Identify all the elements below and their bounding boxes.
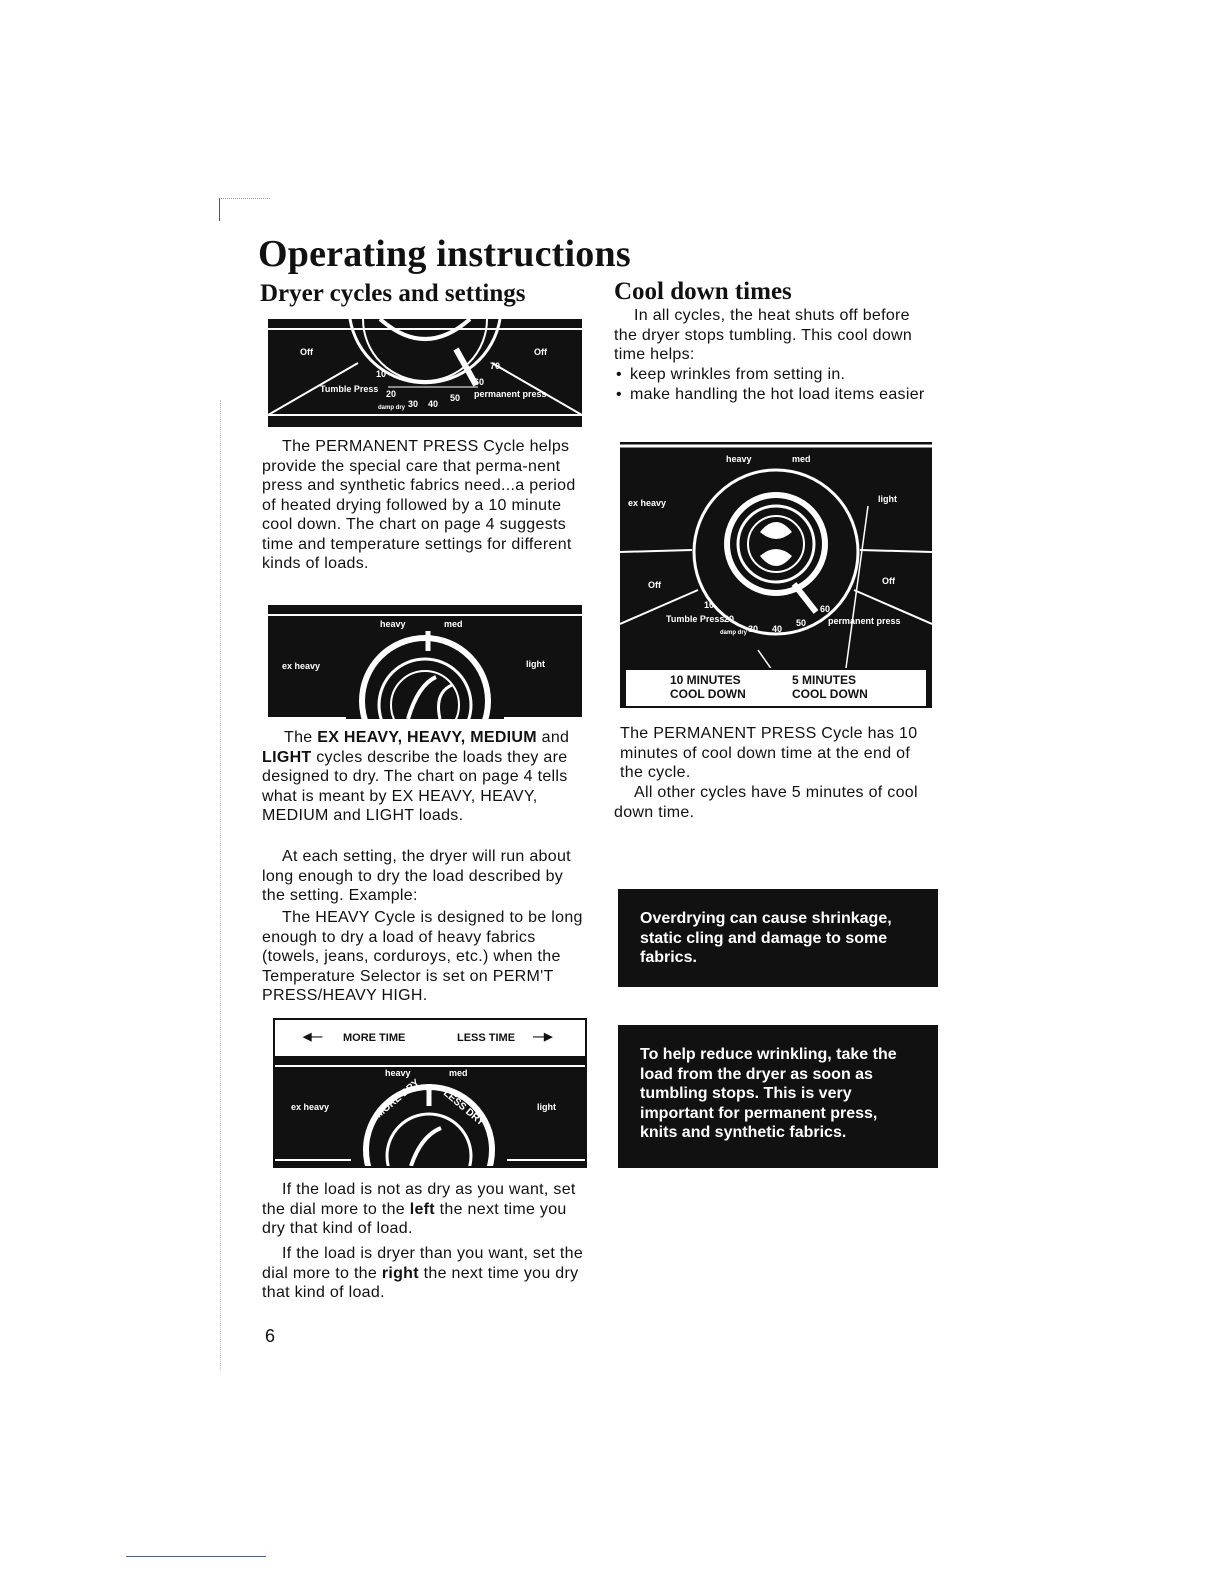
- dial1-permanent-press: permanent press: [474, 389, 547, 399]
- paragraph-cycles: [262, 728, 588, 826]
- dial1-off-left: Off: [300, 347, 313, 357]
- para6-bold: right: [381, 1264, 419, 1282]
- less-time-label: LESS TIME: [457, 1032, 516, 1044]
- dial4-20: 20: [724, 614, 735, 624]
- paragraph-other-cycles: All other cycles have 5 minutes of cool down time.: [614, 784, 918, 821]
- control-panel-illustration-2: [268, 605, 582, 719]
- paragraph-each-setting: At each setting, the dryer will run about long enough to dry the load described by the setting. Example:: [262, 848, 571, 904]
- para2-bold-2: LIGHT: [262, 748, 312, 766]
- dial1-20: 20: [386, 389, 397, 399]
- para5-post: the next time you dry that kind of load.: [262, 1200, 567, 1237]
- dial4-60: 60: [820, 604, 831, 614]
- tip-reduce-wrinkling: To help reduce wrinkling, take the load from the dryer as soon as tumbling stops. This is very important for permanent press, knits and synthetic fabrics.: [618, 1025, 938, 1168]
- paragraph-permanent-press-cool-down: The PERMANENT PRESS Cycle has 10 minutes of cool down time at the end of the cycle.: [620, 725, 918, 781]
- caption-cool-down-2: COOL DOWN: [792, 687, 868, 701]
- caption-5-minutes: 5 MINUTES: [792, 673, 857, 687]
- dial1-40: 40: [428, 399, 439, 409]
- dial1-30: 30: [408, 399, 419, 409]
- dial3-more-dry: MORE DRY: [373, 1077, 422, 1121]
- para2-post: cycles describe the loads they are designed to dry. The chart on page 4 tells what is meant by EX HEAVY, HEAVY, MEDIUM and LIGHT loads.: [262, 748, 568, 824]
- dial1-70: 70: [490, 361, 501, 371]
- control-panel-illustration-1: [268, 319, 582, 427]
- dial3-light: light: [537, 1102, 556, 1112]
- list-item: • make handling the hot load items easier: [616, 385, 934, 405]
- para2-mid: and: [536, 729, 570, 746]
- section-heading-cool-down: Cool down times: [614, 278, 792, 305]
- list-item: • keep wrinkles from setting in.: [616, 365, 934, 385]
- dial2-med: med: [444, 619, 463, 629]
- dial3-less-dry: LESS DRY: [441, 1087, 487, 1129]
- para2-bold-1: EX HEAVY, HEAVY, MEDIUM: [317, 729, 537, 746]
- paragraph-heavy-example: The HEAVY Cycle is designed to be long enough to dry a load of heavy fabrics (towels, jeans, corduroys, etc.) when the Temperature Selector is set on PERM'T PRESS/HEAVY HIGH.: [262, 909, 583, 1004]
- page-title: Operating instructions: [258, 233, 631, 275]
- para6-post: the next time you dry that kind of load.: [262, 1264, 579, 1301]
- dial2-ex-heavy: ex heavy: [282, 661, 321, 671]
- para6-pre: If the load is dryer than you want, set the dial more to the: [262, 1245, 584, 1282]
- paragraph-not-dry-enough: [262, 1180, 588, 1239]
- right-arrow-icon: —▶: [533, 1031, 553, 1043]
- paragraph-cool-down-intro: In all cycles, the heat shuts off before the dryer stops tumbling. This cool down time helps:: [614, 307, 913, 363]
- more-time-label: MORE TIME: [343, 1032, 406, 1044]
- dial1-off-right: Off: [534, 347, 547, 357]
- left-arrow-icon: ◀—: [303, 1031, 323, 1043]
- dial3-ex-heavy: ex heavy: [291, 1102, 330, 1112]
- para5-pre: If the load is not as dry as you want, set the dial more to the: [262, 1181, 576, 1218]
- dial1-10: 10: [376, 369, 387, 379]
- dial1-damp-dry: damp dry: [378, 405, 406, 411]
- dial4-light: light: [878, 494, 897, 504]
- para5-bold: left: [409, 1200, 435, 1218]
- dial1-60: 60: [474, 377, 485, 387]
- paragraph-too-dry: [262, 1244, 588, 1303]
- footer-line: [126, 1556, 266, 1557]
- paragraph-permanent-press: The PERMANENT PRESS Cycle helps provide the special care that perma-nent press and synthetic fabrics need...a period of heated drying followed by a 10 minute cool down. The chart on page 4 suggests time and temperature settings for different kinds of loads.: [262, 438, 576, 572]
- dial4-10: 10: [704, 600, 715, 610]
- dial1-50: 50: [450, 393, 461, 403]
- dial4-med: med: [792, 454, 811, 464]
- warning-overdrying: Overdrying can cause shrinkage, static cling and damage to some fabrics.: [618, 889, 938, 987]
- control-panel-illustration-4: [620, 442, 932, 708]
- cool-down-benefits-list: [616, 365, 934, 404]
- dial1-tumble-press: Tumble Press: [320, 384, 379, 394]
- dial3-heavy: heavy: [385, 1068, 411, 1078]
- margin-mark: [219, 198, 270, 221]
- dial4-ex-heavy: ex heavy: [628, 498, 667, 508]
- section-heading-dryer-cycles: Dryer cycles and settings: [260, 280, 526, 307]
- caption-cool-down-1: COOL DOWN: [670, 687, 746, 701]
- dial2-light: light: [526, 659, 545, 669]
- dial4-30: 30: [748, 624, 759, 634]
- dial2-heavy: heavy: [380, 619, 406, 629]
- margin-line: [220, 400, 221, 1370]
- dial4-50: 50: [796, 618, 807, 628]
- dial4-tumble-press: Tumble Press: [666, 614, 725, 624]
- caption-10-minutes: 10 MINUTES: [670, 673, 741, 687]
- dial4-heavy: heavy: [726, 454, 752, 464]
- control-panel-illustration-3: [273, 1018, 587, 1168]
- cool-down-caption: [624, 668, 928, 708]
- dial3-med: med: [449, 1068, 468, 1078]
- dial4-40: 40: [772, 624, 783, 634]
- dial4-off-right: Off: [882, 576, 895, 586]
- para2-pre: The: [284, 729, 318, 746]
- page-number: 6: [265, 1326, 276, 1346]
- dial4-damp-dry: damp dry: [720, 630, 748, 636]
- dial4-permanent-press: permanent press: [828, 616, 901, 626]
- dial4-off-left: Off: [648, 580, 661, 590]
